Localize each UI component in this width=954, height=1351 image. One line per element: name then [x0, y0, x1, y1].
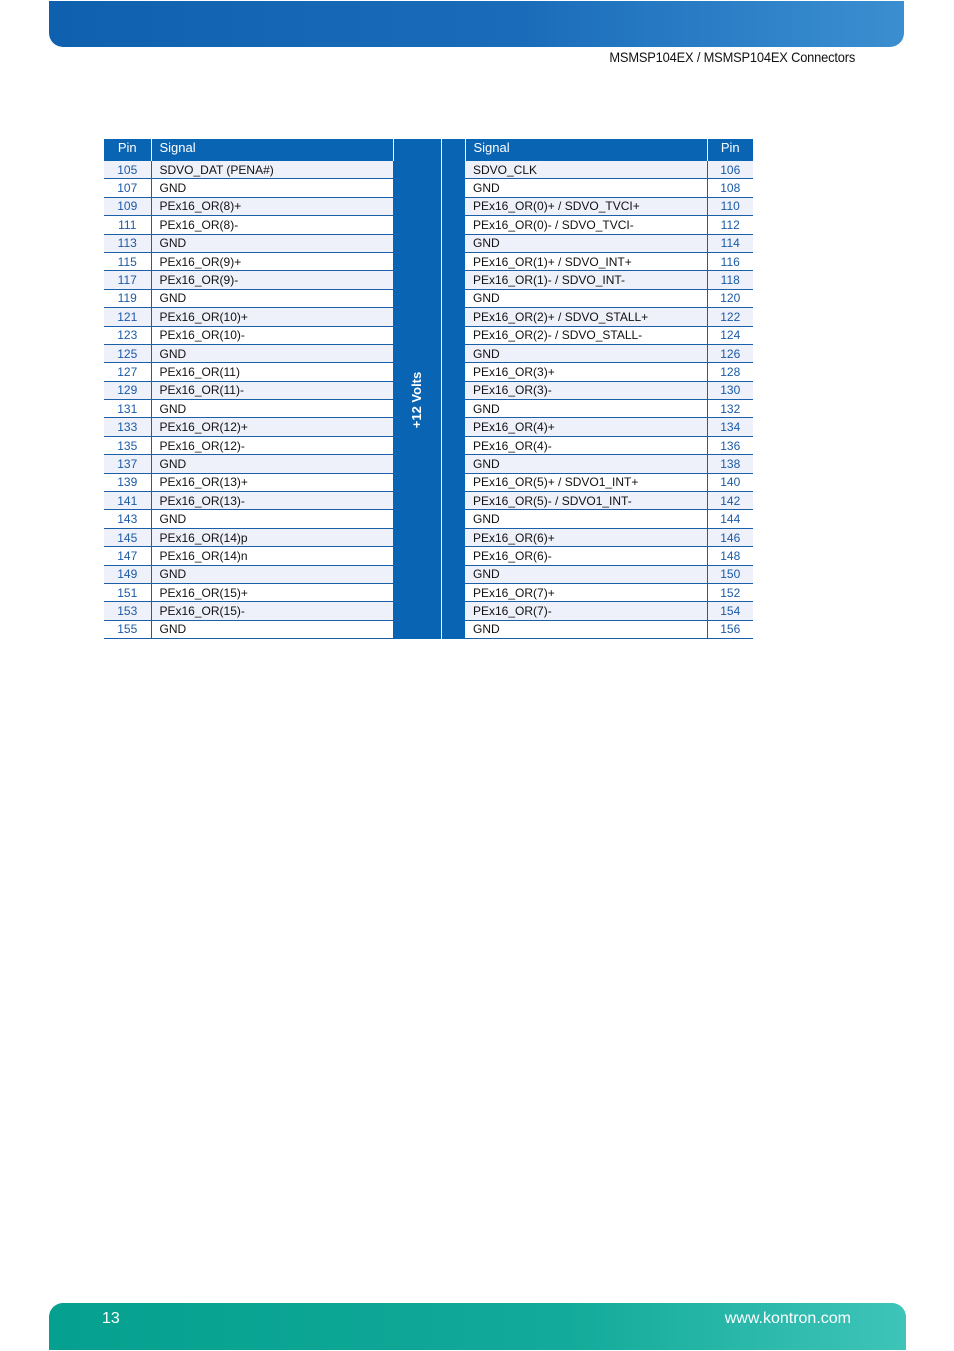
- right-signal-cell: GND: [465, 455, 707, 473]
- left-signal-cell: PEx16_OR(9)+: [151, 252, 393, 270]
- right-pin-cell: 132: [707, 400, 753, 418]
- left-pin-cell: 117: [104, 271, 151, 289]
- left-signal-cell: GND: [151, 344, 393, 362]
- left-pin-cell: 143: [104, 510, 151, 528]
- table-header-row: [104, 139, 753, 161]
- header-bar: [49, 1, 904, 47]
- left-pin-cell: 121: [104, 308, 151, 326]
- right-signal-cell: GND: [465, 179, 707, 197]
- right-pin-cell: 144: [707, 510, 753, 528]
- left-signal-cell: GND: [151, 455, 393, 473]
- left-signal-cell: PEx16_OR(11)-: [151, 381, 393, 399]
- left-signal-cell: PEx16_OR(8)-: [151, 216, 393, 234]
- right-signal-cell: PEx16_OR(3)-: [465, 381, 707, 399]
- right-pin-cell: 152: [707, 583, 753, 601]
- right-signal-cell: PEx16_OR(7)+: [465, 583, 707, 601]
- right-pin-cell: 122: [707, 308, 753, 326]
- right-signal-cell: SDVO_CLK: [465, 161, 707, 179]
- right-signal-cell: PEx16_OR(2)- / SDVO_STALL-: [465, 326, 707, 344]
- left-signal-header: Signal: [151, 139, 393, 161]
- right-signal-cell: PEx16_OR(2)+ / SDVO_STALL+: [465, 308, 707, 326]
- left-pin-cell: 125: [104, 344, 151, 362]
- left-pin-cell: 151: [104, 583, 151, 601]
- left-pin-cell: 149: [104, 565, 151, 583]
- left-signal-cell: GND: [151, 510, 393, 528]
- left-signal-cell: PEx16_OR(13)-: [151, 492, 393, 510]
- left-signal-cell: PEx16_OR(15)+: [151, 583, 393, 601]
- right-signal-cell: PEx16_OR(6)-: [465, 547, 707, 565]
- right-pin-cell: 124: [707, 326, 753, 344]
- right-signal-cell: PEx16_OR(0)- / SDVO_TVCI-: [465, 216, 707, 234]
- middle-gap-header: [441, 139, 465, 161]
- left-signal-cell: GND: [151, 620, 393, 638]
- left-signal-cell: PEx16_OR(12)+: [151, 418, 393, 436]
- left-pin-cell: 153: [104, 602, 151, 620]
- left-signal-cell: PEx16_OR(12)-: [151, 436, 393, 454]
- left-pin-cell: 137: [104, 455, 151, 473]
- right-signal-cell: GND: [465, 289, 707, 307]
- left-pin-cell: 129: [104, 381, 151, 399]
- right-signal-cell: PEx16_OR(4)+: [465, 418, 707, 436]
- right-signal-cell: PEx16_OR(1)- / SDVO_INT-: [465, 271, 707, 289]
- right-pin-cell: 110: [707, 197, 753, 215]
- right-pin-cell: 128: [707, 363, 753, 381]
- left-signal-cell: PEx16_OR(14)p: [151, 528, 393, 546]
- right-signal-cell: PEx16_OR(3)+: [465, 363, 707, 381]
- left-pin-cell: 113: [104, 234, 151, 252]
- right-pin-cell: 136: [707, 436, 753, 454]
- left-signal-cell: GND: [151, 234, 393, 252]
- right-pin-cell: 130: [707, 381, 753, 399]
- right-signal-header: Signal: [465, 139, 707, 161]
- right-pin-cell: 108: [707, 179, 753, 197]
- left-signal-cell: GND: [151, 400, 393, 418]
- connector-pinout-table: [104, 139, 753, 639]
- left-pin-cell: 109: [104, 197, 151, 215]
- right-signal-cell: PEx16_OR(6)+: [465, 528, 707, 546]
- right-pin-cell: 142: [707, 492, 753, 510]
- left-pin-cell: 147: [104, 547, 151, 565]
- left-signal-cell: PEx16_OR(9)-: [151, 271, 393, 289]
- left-pin-cell: 119: [104, 289, 151, 307]
- right-pin-cell: 112: [707, 216, 753, 234]
- right-signal-cell: GND: [465, 565, 707, 583]
- left-pin-cell: 155: [104, 620, 151, 638]
- right-pin-cell: 114: [707, 234, 753, 252]
- page-number: 13: [102, 1310, 120, 1327]
- left-pin-cell: 145: [104, 528, 151, 546]
- left-signal-cell: PEx16_OR(15)-: [151, 602, 393, 620]
- right-signal-cell: GND: [465, 620, 707, 638]
- right-signal-cell: GND: [465, 400, 707, 418]
- volts-label: +12 Volts: [408, 371, 424, 429]
- right-pin-cell: 140: [707, 473, 753, 491]
- right-signal-cell: GND: [465, 344, 707, 362]
- left-signal-cell: PEx16_OR(11): [151, 363, 393, 381]
- volts-gap-cell: [441, 161, 465, 639]
- left-pin-cell: 131: [104, 400, 151, 418]
- left-signal-cell: PEx16_OR(8)+: [151, 197, 393, 215]
- right-pin-header: Pin: [707, 139, 753, 161]
- left-signal-cell: PEx16_OR(14)n: [151, 547, 393, 565]
- right-pin-cell: 116: [707, 252, 753, 270]
- left-pin-cell: 141: [104, 492, 151, 510]
- left-signal-cell: SDVO_DAT (PENA#): [151, 161, 393, 179]
- right-signal-cell: PEx16_OR(7)-: [465, 602, 707, 620]
- right-pin-cell: 106: [707, 161, 753, 179]
- left-pin-cell: 115: [104, 252, 151, 270]
- right-signal-cell: PEx16_OR(5)- / SDVO1_INT-: [465, 492, 707, 510]
- left-pin-cell: 105: [104, 161, 151, 179]
- right-pin-cell: 120: [707, 289, 753, 307]
- right-pin-cell: 118: [707, 271, 753, 289]
- right-signal-cell: PEx16_OR(4)-: [465, 436, 707, 454]
- right-signal-cell: GND: [465, 234, 707, 252]
- right-pin-cell: 156: [707, 620, 753, 638]
- left-pin-cell: 127: [104, 363, 151, 381]
- table-row: [104, 161, 753, 179]
- right-pin-cell: 146: [707, 528, 753, 546]
- left-signal-cell: GND: [151, 179, 393, 197]
- right-pin-cell: 148: [707, 547, 753, 565]
- middle-header: [393, 139, 441, 161]
- right-pin-cell: 154: [707, 602, 753, 620]
- left-pin-cell: 123: [104, 326, 151, 344]
- right-signal-cell: PEx16_OR(5)+ / SDVO1_INT+: [465, 473, 707, 491]
- website-link[interactable]: www.kontron.com: [724, 1310, 851, 1327]
- left-signal-cell: GND: [151, 565, 393, 583]
- left-signal-cell: GND: [151, 289, 393, 307]
- table-body: [104, 161, 753, 639]
- right-pin-cell: 126: [707, 344, 753, 362]
- right-signal-cell: PEx16_OR(0)+ / SDVO_TVCI+: [465, 197, 707, 215]
- left-pin-cell: 133: [104, 418, 151, 436]
- volts-label-cell: [393, 161, 441, 639]
- left-pin-header: Pin: [104, 139, 151, 161]
- left-pin-cell: 139: [104, 473, 151, 491]
- document-title: MSMSP104EX / MSMSP104EX Connectors: [609, 49, 855, 65]
- right-pin-cell: 150: [707, 565, 753, 583]
- left-pin-cell: 111: [104, 216, 151, 234]
- right-signal-cell: GND: [465, 510, 707, 528]
- left-signal-cell: PEx16_OR(10)-: [151, 326, 393, 344]
- right-signal-cell: PEx16_OR(1)+ / SDVO_INT+: [465, 252, 707, 270]
- right-pin-cell: 138: [707, 455, 753, 473]
- left-signal-cell: PEx16_OR(10)+: [151, 308, 393, 326]
- right-pin-cell: 134: [707, 418, 753, 436]
- left-pin-cell: 135: [104, 436, 151, 454]
- left-pin-cell: 107: [104, 179, 151, 197]
- left-signal-cell: PEx16_OR(13)+: [151, 473, 393, 491]
